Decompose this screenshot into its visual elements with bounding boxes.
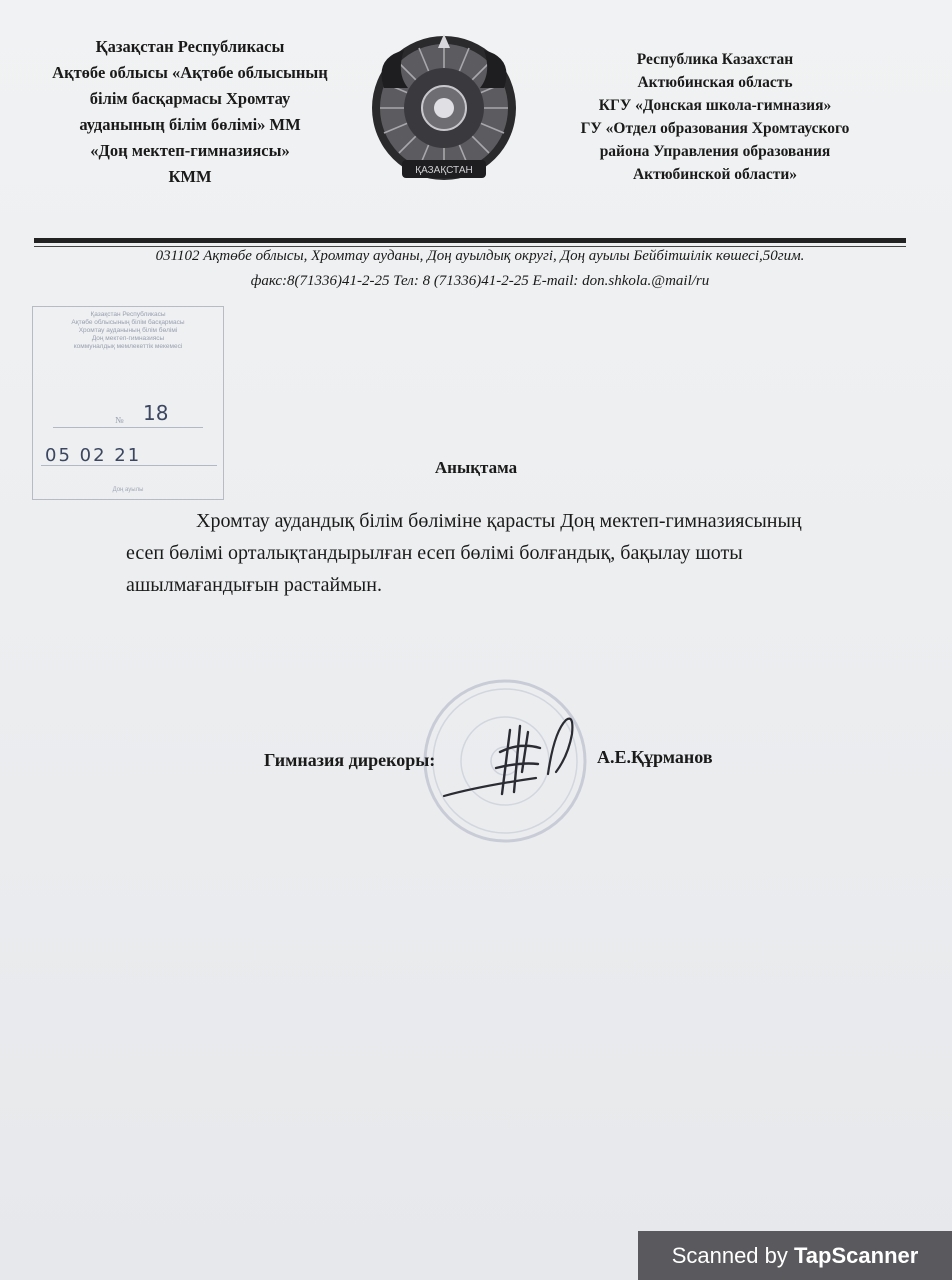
header-kazakh-line: білім басқармасы Хромтау (89, 89, 291, 108)
header-russian-line: района Управления образования (599, 143, 831, 160)
document-body (126, 505, 916, 601)
registration-date: 05 02 21 (45, 445, 142, 466)
registration-stamp-line: Қазақстан Республикасы (90, 311, 166, 318)
registration-stamp-header (33, 307, 223, 351)
header-russian-line: КГУ «Донская школа-гимназия» (598, 97, 832, 114)
emblem-text: ҚАЗАҚСТАН (415, 165, 473, 176)
registration-stamp-footer: Доң ауылы (112, 487, 144, 493)
header-russian-line: Актюбинская область (637, 74, 793, 91)
header-kazakh-line: Ақтөбе облысы «Ақтөбе облысының (52, 63, 328, 82)
header-russian (540, 48, 890, 186)
header-kazakh-line: ауданының білім бөлімі» ММ (79, 115, 301, 134)
header-kazakh (20, 34, 360, 190)
header-divider-thin (34, 246, 906, 247)
header-russian-line: ГУ «Отдел образования Хромтауского (580, 120, 850, 137)
body-line: Хромтау аудандық білім бөліміне қарасты Доң мектеп-гимназиясының (196, 510, 802, 532)
scanner-watermark (638, 1231, 952, 1280)
registration-stamp-line: Хромтау ауданының білім бөлімі (78, 327, 178, 334)
registration-number-prefix: № (115, 415, 124, 425)
address-line: 031102 Ақтөбе облысы, Хромтау ауданы, Доң ауылдық округі, Доң ауылы Бейбітшілік көшесі,50гим. (155, 248, 805, 264)
body-line: есеп бөлімі орталықтандырылған есеп бөлімі болғандық, бақылау шоты (126, 542, 743, 564)
signature-label: Гимназия дирекоры: (264, 750, 436, 770)
header-russian-line: Республика Казахстан (636, 51, 794, 68)
header-russian-line: Актюбинской области» (632, 166, 798, 183)
header-kazakh-line: «Доң мектеп-гимназиясы» (90, 141, 290, 160)
watermark-brand: TapScanner (794, 1243, 919, 1268)
signatory-name: А.Е.Құрманов (597, 747, 713, 767)
registration-stamp-line: Доң мектеп-гимназиясы (91, 335, 165, 342)
header-divider-thick (34, 238, 906, 243)
body-line: ашылмағандығын растаймын. (126, 574, 382, 596)
registration-stamp-line: Ақтөбе облысының білім басқармасы (71, 319, 185, 326)
registration-number: 18 (143, 401, 169, 425)
watermark-prefix: Scanned by (671, 1243, 794, 1268)
handwritten-signature-icon (440, 712, 590, 812)
header-kazakh-line: КММ (168, 167, 212, 186)
contact-line: факс:8(71336)41-2-25 Тел: 8 (71336)41-2-25 E-mail: don.shkola.@mail/ru (250, 273, 710, 289)
registration-stamp-line: коммуналдық мемлекеттік мекемесі (73, 343, 183, 350)
header-kazakh-line: Қазақстан Республикасы (95, 37, 285, 56)
document-title: Анықтама (434, 458, 518, 477)
registration-number-line (53, 427, 203, 428)
state-emblem-icon (366, 28, 522, 190)
